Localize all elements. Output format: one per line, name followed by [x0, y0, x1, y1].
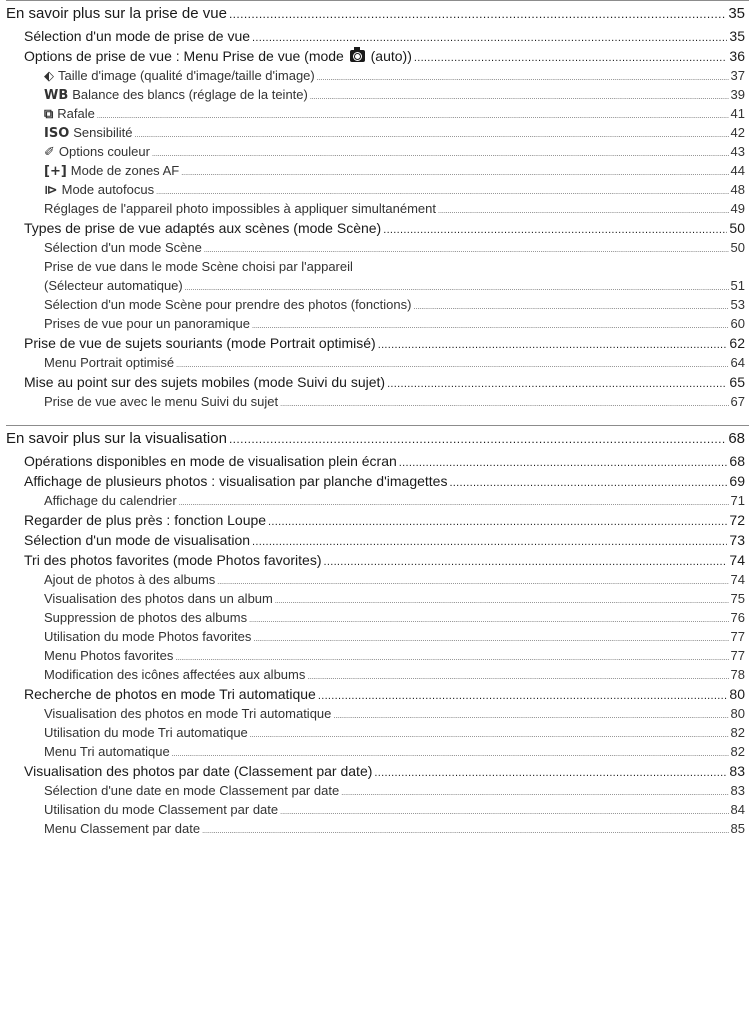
dot-leader [179, 494, 729, 510]
entry-text: Menu Photos favorites [44, 648, 174, 663]
entry-text: Visualisation des photos par date (Classement par date) [24, 763, 373, 779]
toc-entry[interactable] [0, 85, 749, 104]
entry-title-part: (auto)) [366, 48, 412, 64]
page-number: 68 [729, 453, 745, 469]
page-number: 67 [730, 394, 745, 409]
entry-title [44, 123, 133, 142]
page-number: 77 [730, 648, 745, 663]
toc-entry[interactable] [0, 550, 749, 570]
entry-text: Rafale [57, 106, 95, 121]
page-number: 73 [729, 532, 745, 548]
page-number: 36 [729, 48, 745, 64]
page-number: 74 [729, 552, 745, 568]
toc-entry[interactable] [0, 295, 749, 314]
dot-leader [310, 88, 729, 104]
entry-title [44, 104, 95, 123]
toc-entry[interactable] [0, 819, 749, 838]
toc-entry[interactable] [0, 608, 749, 627]
entry-title [44, 353, 174, 372]
toc-entry[interactable] [0, 333, 749, 353]
dot-leader [280, 395, 728, 411]
dot-leader [280, 803, 728, 819]
dot-leader [175, 649, 728, 665]
entry-title [24, 471, 447, 491]
toc-section [0, 425, 749, 848]
dot-leader [172, 745, 729, 761]
dot-leader [176, 356, 728, 372]
page-number: 64 [730, 355, 745, 370]
entry-text: Utilisation du mode Photos favorites [44, 629, 252, 644]
entry-title [44, 819, 200, 838]
entry-title [44, 257, 353, 276]
entry-title-part: Options de prise de vue : Menu Prise de vue (mode [24, 48, 348, 64]
entry-title [44, 570, 215, 589]
toc-entry[interactable] [0, 353, 749, 372]
entry-text: Utilisation du mode Classement par date [44, 802, 279, 817]
entry-text: Sélection d'un mode de visualisation [24, 532, 251, 548]
entry-text: Types de prise de vue adaptés aux scènes (mode Scène) [24, 220, 382, 236]
entry-title [44, 238, 202, 257]
dot-leader [383, 220, 727, 238]
dot-leader [307, 668, 728, 684]
iso-icon: ISO [44, 126, 70, 141]
dot-leader [229, 2, 726, 26]
section-title-row[interactable] [0, 426, 749, 451]
entry-title [24, 333, 376, 353]
toc-entry[interactable] [0, 66, 749, 85]
page-number: 42 [730, 125, 745, 140]
page-number: 39 [730, 87, 745, 102]
section-title: En savoir plus sur la visualisation [6, 430, 227, 447]
white-balance-icon: WB [44, 88, 69, 103]
dot-leader [449, 473, 727, 491]
entry-title [44, 665, 305, 684]
toc-entry[interactable] [0, 104, 749, 123]
entry-title [44, 199, 436, 218]
dot-leader [156, 183, 728, 199]
page-number: 50 [729, 220, 745, 236]
entry-text: Regarder de plus près : fonction Loupe [24, 512, 267, 528]
dot-leader [181, 164, 728, 180]
entry-text: Prises de vue pour un panoramique [44, 316, 250, 331]
dot-leader [438, 202, 729, 218]
entry-text: (Sélecteur automatique) [44, 278, 183, 293]
entry-title [24, 761, 372, 781]
image-size-icon: ⬖ [44, 69, 54, 84]
dot-leader [229, 427, 726, 451]
toc-entry[interactable] [0, 26, 749, 46]
section-title: En savoir plus sur la prise de vue [6, 5, 227, 22]
entry-title [44, 800, 278, 819]
entry-title [24, 684, 316, 704]
entry-title [24, 510, 266, 530]
toc-entry[interactable] [0, 46, 749, 66]
entry-title [44, 723, 248, 742]
page-number: 80 [729, 686, 745, 702]
dot-leader [275, 592, 729, 608]
dot-leader [318, 686, 728, 704]
page-number: 43 [730, 144, 745, 159]
entry-title [44, 276, 183, 295]
dot-leader [341, 784, 728, 800]
page-number: 84 [730, 802, 745, 817]
page-number: 72 [729, 512, 745, 528]
dot-leader [204, 241, 729, 257]
entry-text: Suppression de photos des albums [44, 610, 248, 625]
af-area-icon: [+] [44, 164, 67, 179]
page-number: 80 [730, 706, 745, 721]
toc-entry[interactable] [0, 180, 749, 199]
page-number: 85 [730, 821, 745, 836]
toc-entry[interactable] [0, 276, 749, 295]
entry-title [44, 742, 170, 761]
color-options-icon: ✐ [44, 145, 55, 160]
entry-text: Opérations disponibles en mode de visualisation plein écran [24, 453, 397, 469]
toc-entry[interactable] [0, 742, 749, 761]
page-number: 75 [730, 591, 745, 606]
dot-leader [387, 374, 727, 392]
autofocus-icon: ⧐ [44, 183, 58, 198]
entry-title [44, 314, 250, 333]
page-number: 83 [729, 763, 745, 779]
toc-entry[interactable] [0, 800, 749, 819]
entry-text: Visualisation des photos en mode Tri automatique [44, 706, 332, 721]
entry-text: Tri des photos favorites (mode Photos favorites) [24, 552, 322, 568]
dot-leader [249, 611, 728, 627]
page-number: 49 [730, 201, 745, 216]
toc-entry[interactable] [0, 257, 749, 276]
toc-entry[interactable] [0, 781, 749, 800]
toc-entry[interactable] [0, 314, 749, 333]
entry-text: Menu Classement par date [44, 821, 201, 836]
entry-text: Sélection d'un mode de prise de vue [24, 28, 251, 44]
dot-leader [250, 726, 729, 742]
toc-entry[interactable] [0, 684, 749, 704]
dot-leader [252, 532, 727, 550]
entry-text: Menu Portrait optimisé [44, 355, 175, 370]
entry-text: Prise de vue dans le mode Scène choisi par l'appareil [44, 259, 353, 274]
dot-leader [185, 279, 729, 295]
page-number: 50 [730, 240, 745, 255]
toc-entry[interactable] [0, 471, 749, 491]
page-number: 65 [729, 374, 745, 390]
entry-title [24, 218, 381, 238]
dot-leader [374, 763, 727, 781]
entry-text: Affichage de plusieurs photos : visualisation par planche d'imagettes [24, 473, 448, 489]
entry-text: Affichage du calendrier [44, 493, 177, 508]
toc-entry[interactable] [0, 199, 749, 218]
page-number: 41 [730, 106, 745, 121]
toc-entry[interactable] [0, 123, 749, 142]
entry-text: Recherche de photos en mode Tri automatique [24, 686, 316, 702]
dot-leader [413, 298, 728, 314]
page-number: 37 [730, 68, 745, 83]
toc-entry[interactable] [0, 761, 749, 781]
dot-leader [152, 145, 729, 161]
dot-leader [268, 512, 727, 530]
toc-entry[interactable] [0, 589, 749, 608]
entry-title [24, 46, 412, 66]
page-number: 68 [728, 430, 745, 447]
entry-text: Sensibilité [73, 125, 133, 140]
entry-text: Utilisation du mode Tri automatique [44, 725, 248, 740]
page-number: 74 [730, 572, 745, 587]
entry-title [44, 627, 251, 646]
toc-entry[interactable] [0, 570, 749, 589]
toc-entry[interactable] [0, 646, 749, 665]
entry-title [44, 704, 331, 723]
page-number: 48 [730, 182, 745, 197]
dot-leader [333, 707, 728, 723]
toc-entry[interactable] [0, 704, 749, 723]
entry-title [24, 372, 385, 392]
page-number: 71 [730, 493, 745, 508]
toc-entry[interactable] [0, 451, 749, 471]
entry-text: Sélection d'un mode Scène [44, 240, 202, 255]
entry-text: Mode autofocus [61, 182, 155, 197]
page-number: 62 [729, 335, 745, 351]
entry-title [24, 451, 397, 471]
dot-leader [217, 573, 728, 589]
toc-entry[interactable] [0, 723, 749, 742]
entry-text: Prise de vue de sujets souriants (mode Portrait optimisé) [24, 335, 376, 351]
toc-entry[interactable] [0, 238, 749, 257]
entry-title [44, 392, 278, 411]
entry-title [44, 589, 273, 608]
page-number: 35 [728, 5, 745, 22]
entry-text: Mode de zones AF [70, 163, 180, 178]
dot-leader [135, 126, 729, 142]
dot-leader [378, 335, 728, 353]
entry-title [24, 550, 322, 570]
entry-text: Mise au point sur des sujets mobiles (mode Suivi du sujet) [24, 374, 386, 390]
toc-section [0, 0, 749, 421]
dot-leader [414, 48, 728, 66]
entry-title [44, 781, 339, 800]
entry-text: Modification des icônes affectées aux albums [44, 667, 306, 682]
camera-icon [350, 50, 365, 62]
entry-title [44, 608, 247, 627]
entry-title [24, 26, 250, 46]
page-number: 35 [729, 28, 745, 44]
entry-title [44, 180, 154, 199]
entry-text: Taille d'image (qualité d'image/taille d'image) [58, 68, 315, 83]
entry-title [44, 491, 177, 510]
page-number: 78 [730, 667, 745, 682]
page-number: 76 [730, 610, 745, 625]
continuous-icon: ⧉ [44, 107, 54, 122]
entry-text: Menu Tri automatique [44, 744, 170, 759]
entry-text: Sélection d'un mode Scène pour prendre des photos (fonctions) [44, 297, 412, 312]
entry-text: Prise de vue avec le menu Suivi du sujet [44, 394, 279, 409]
entry-title [44, 85, 308, 104]
page-number: 51 [730, 278, 745, 293]
toc-entry[interactable] [0, 218, 749, 238]
toc-entry[interactable] [0, 142, 749, 161]
toc-entry[interactable] [0, 161, 749, 180]
dot-leader [317, 69, 729, 85]
dot-leader [252, 28, 727, 46]
page-number: 53 [730, 297, 745, 312]
dot-leader [97, 107, 729, 123]
page-number: 60 [730, 316, 745, 331]
entry-text: Ajout de photos à des albums [44, 572, 216, 587]
toc-entry[interactable] [0, 372, 749, 392]
toc-entry[interactable] [0, 510, 749, 530]
entry-title [44, 66, 315, 85]
page-number: 44 [730, 163, 745, 178]
entry-title [44, 161, 179, 180]
toc-entry[interactable] [0, 491, 749, 510]
entry-title [24, 530, 250, 550]
page-number: 69 [729, 473, 745, 489]
dot-leader [399, 453, 728, 471]
entry-title [44, 295, 411, 314]
entry-text: Options couleur [58, 144, 150, 159]
dot-leader [202, 822, 728, 838]
dot-leader [253, 630, 728, 646]
page-number: 77 [730, 629, 745, 644]
entry-text: Sélection d'une date en mode Classement par date [44, 783, 340, 798]
page-number: 83 [730, 783, 745, 798]
page-number: 82 [730, 744, 745, 759]
entry-title [44, 142, 150, 161]
entry-text: Réglages de l'appareil photo impossibles à appliquer simultanément [44, 201, 436, 216]
toc-entry[interactable] [0, 665, 749, 684]
toc-entry[interactable] [0, 530, 749, 550]
dot-leader [324, 552, 728, 570]
entry-title [44, 646, 173, 665]
entry-text: Balance des blancs (réglage de la teinte) [72, 87, 308, 102]
toc-entry[interactable] [0, 627, 749, 646]
page-number: 82 [730, 725, 745, 740]
toc-entry[interactable] [0, 392, 749, 411]
entry-text: Visualisation des photos dans un album [44, 591, 273, 606]
section-title-row[interactable] [0, 1, 749, 26]
dot-leader [252, 317, 729, 333]
